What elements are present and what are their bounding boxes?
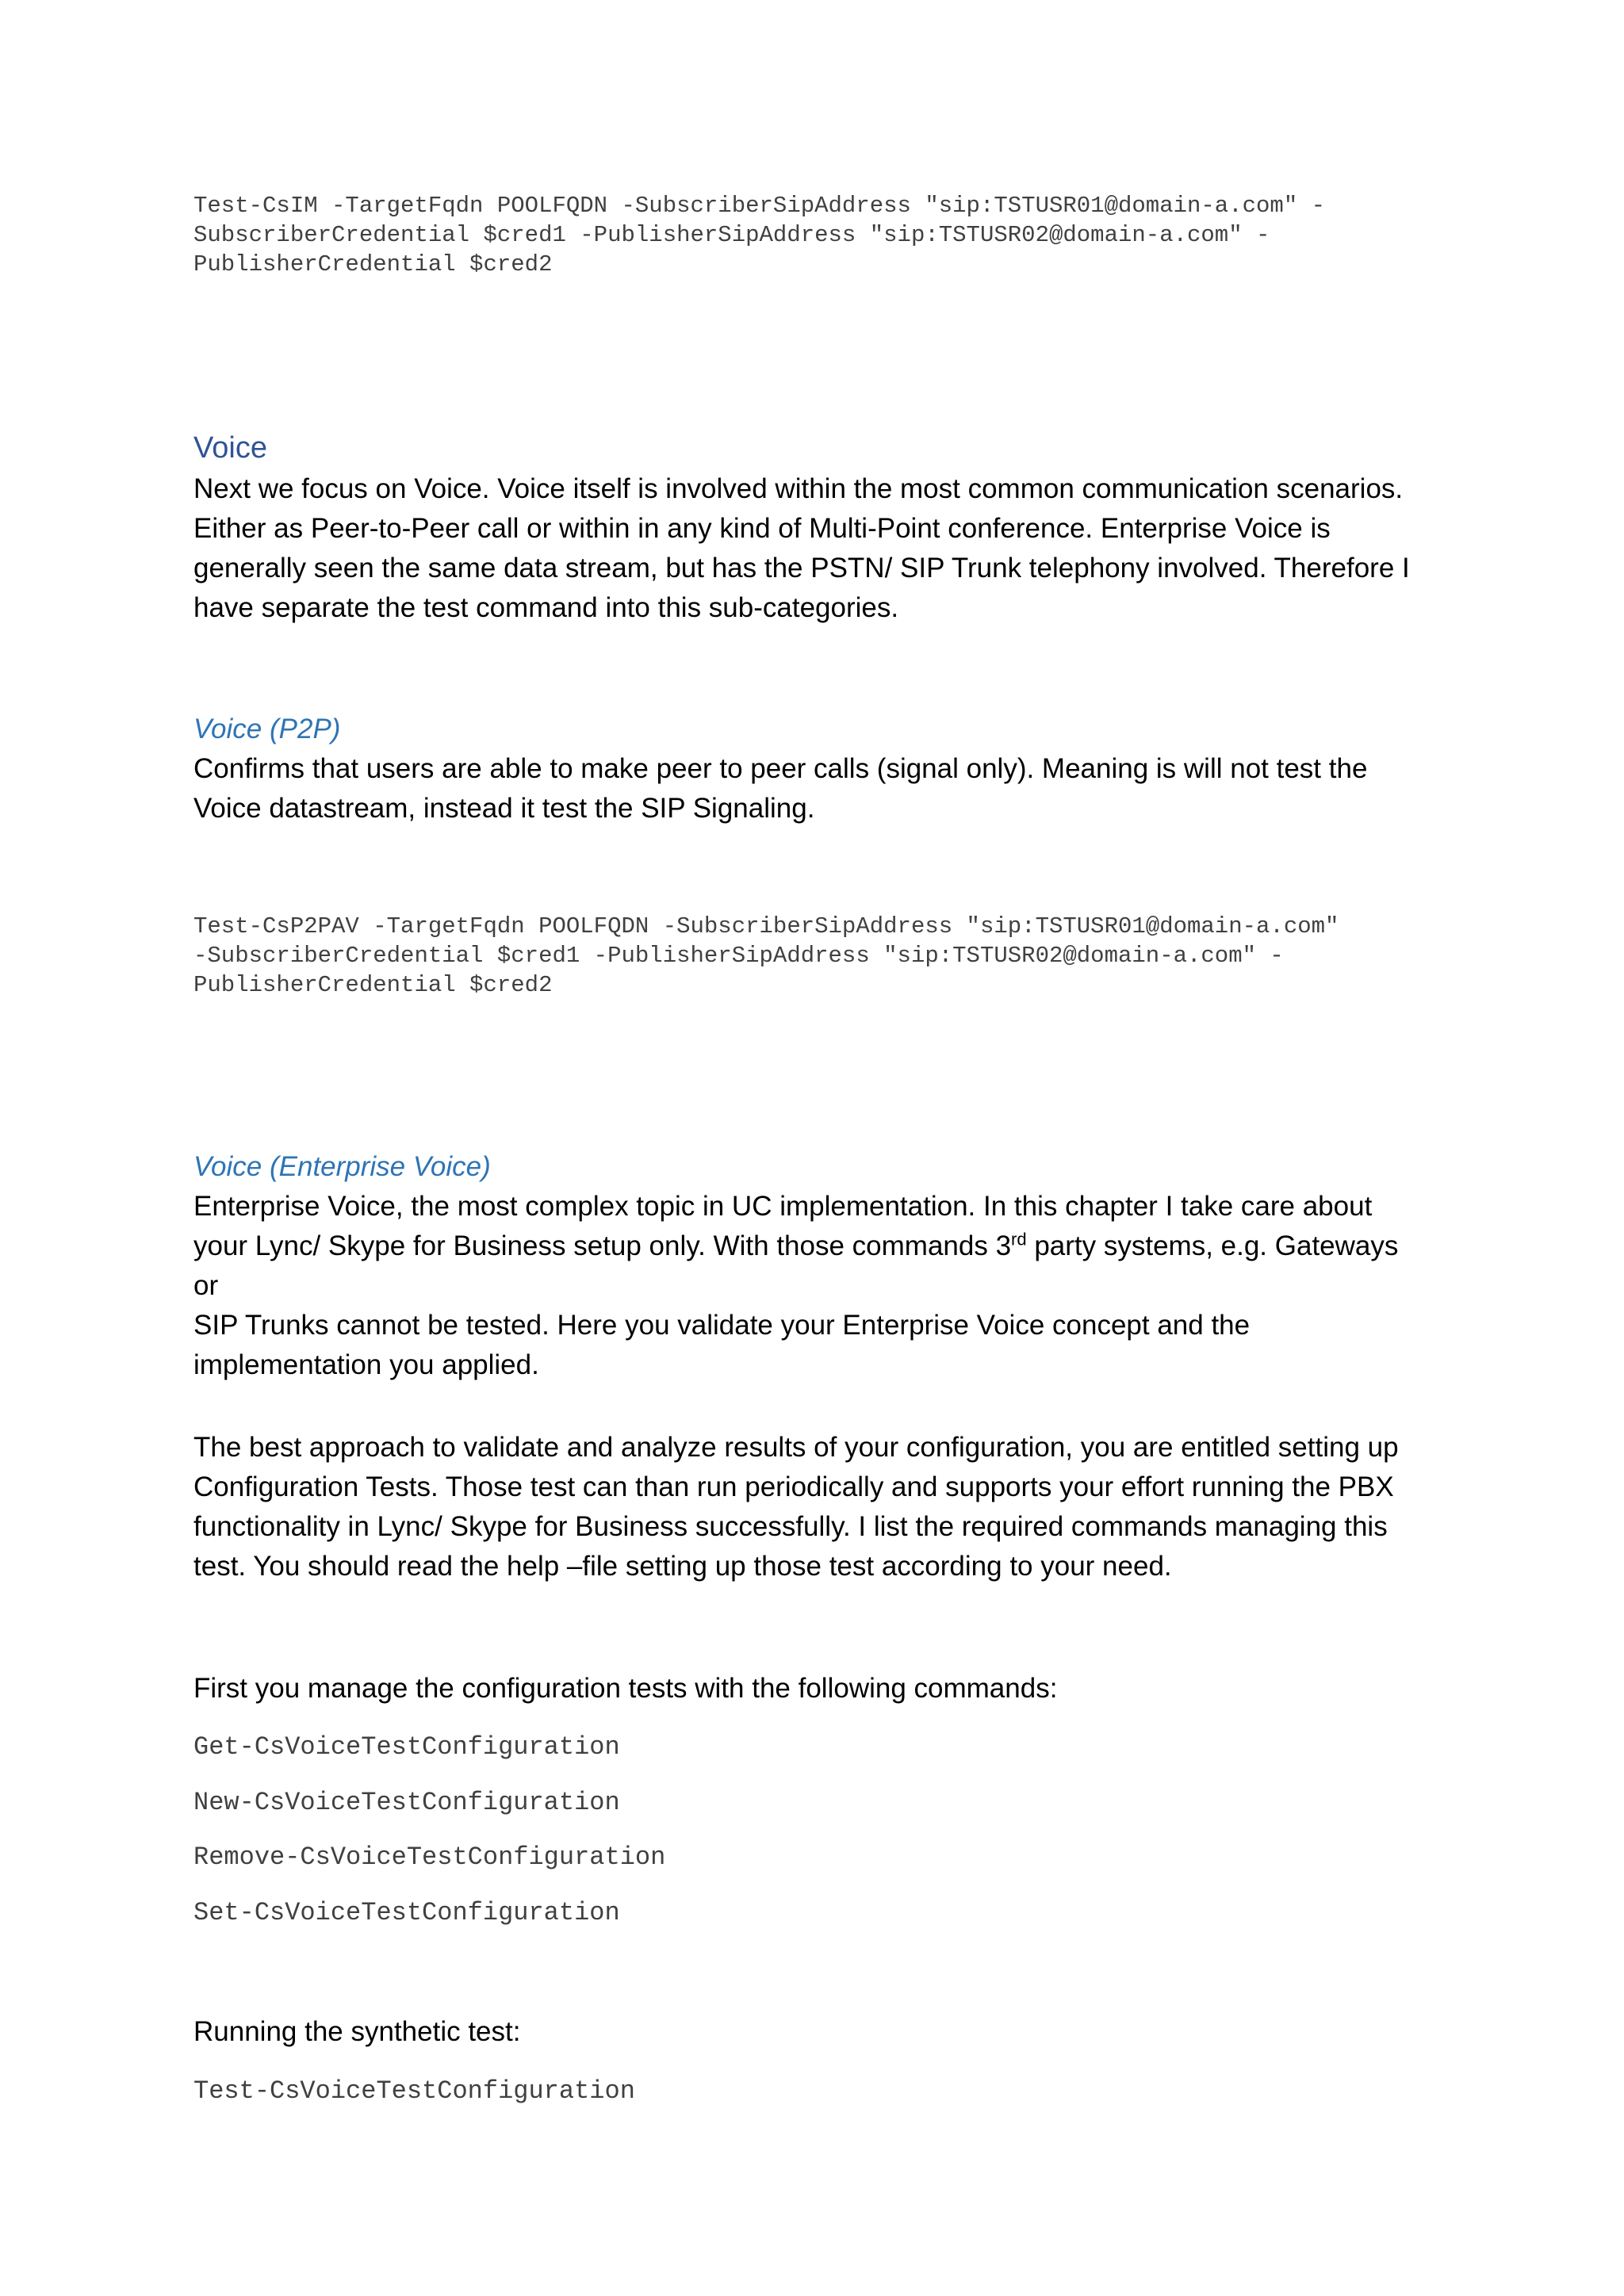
code-line: PublisherCredential $cred2 bbox=[193, 972, 553, 998]
voice-heading: Voice bbox=[193, 431, 267, 465]
text-line: functionality in Lync/ Skype for Business successfully. I list the required commands managing this bbox=[193, 1511, 1388, 1542]
command-remove: Remove-CsVoiceTestConfiguration bbox=[193, 1843, 666, 1872]
text-line: Next we focus on Voice. Voice itself is involved within the most common communication scenarios. bbox=[193, 473, 1404, 504]
run-intro: Running the synthetic test: bbox=[193, 2016, 521, 2047]
text-line: Confirms that users are able to make peer to peer calls (signal only). Meaning is will not test the bbox=[193, 753, 1368, 784]
text-line: have separate the test command into this sub-categories. bbox=[193, 592, 899, 623]
code-line: -SubscriberCredential $cred1 -PublisherSipAddress "sip:TSTUSR02@domain-a.com" - bbox=[193, 943, 1284, 969]
code-line: Test-CsIM -TargetFqdn POOLFQDN -SubscriberSipAddress "sip:TSTUSR01@domain-a.com" - bbox=[193, 193, 1326, 219]
manage-intro: First you manage the configuration tests with the following commands: bbox=[193, 1673, 1058, 1704]
text-line: implementation you applied. bbox=[193, 1349, 539, 1380]
text-line: test. You should read the help –file setting up those test according to your need. bbox=[193, 1551, 1172, 1582]
code-line: Test-CsP2PAV -TargetFqdn POOLFQDN -SubscriberSipAddress "sip:TSTUSR01@domain-a.com" bbox=[193, 913, 1339, 939]
text-line bbox=[193, 1226, 1431, 1306]
command-new: New-CsVoiceTestConfiguration bbox=[193, 1788, 620, 1817]
command-test: Test-CsVoiceTestConfiguration bbox=[193, 2076, 635, 2106]
text-line: Voice datastream, instead it test the SIP Signaling. bbox=[193, 793, 815, 824]
voice-ev-paragraph-2 bbox=[193, 1428, 1431, 1586]
text-line: SIP Trunks cannot be tested. Here you validate your Enterprise Voice concept and the bbox=[193, 1310, 1251, 1341]
superscript-text: rd bbox=[1011, 1229, 1027, 1249]
voice-p2p-heading: Voice (P2P) bbox=[193, 714, 341, 744]
code-line: SubscriberCredential $cred1 -PublisherSipAddress "sip:TSTUSR02@domain-a.com" - bbox=[193, 222, 1270, 248]
im-test-code-block bbox=[193, 191, 1431, 279]
voice-p2p-paragraph bbox=[193, 749, 1431, 828]
text-line: Configuration Tests. Those test can than run periodically and supports your effort running the PBX bbox=[193, 1471, 1394, 1502]
command-get: Get-CsVoiceTestConfiguration bbox=[193, 1732, 620, 1762]
text-segment: party systems, e.g. Gateways or bbox=[193, 1230, 1399, 1301]
voice-paragraph bbox=[193, 469, 1431, 628]
voice-ev-heading: Voice (Enterprise Voice) bbox=[193, 1151, 491, 1182]
code-line: PublisherCredential $cred2 bbox=[193, 251, 553, 277]
text-line: Either as Peer-to-Peer call or within in any kind of Multi-Point conference. Enterprise Voice is bbox=[193, 513, 1331, 544]
text-line: Enterprise Voice, the most complex topic in UC implementation. In this chapter I take care about bbox=[193, 1191, 1373, 1222]
text-line: generally seen the same data stream, but has the PSTN/ SIP Trunk telephony involved. Therefore I bbox=[193, 553, 1410, 584]
voice-ev-paragraph-1 bbox=[193, 1187, 1431, 1385]
text-segment: your Lync/ Skype for Business setup only. With those commands 3 bbox=[193, 1230, 1012, 1261]
p2p-test-code-block bbox=[193, 912, 1431, 1000]
text-line: The best approach to validate and analyze results of your configuration, you are entitled setting up bbox=[193, 1432, 1399, 1463]
command-set: Set-CsVoiceTestConfiguration bbox=[193, 1898, 620, 1927]
